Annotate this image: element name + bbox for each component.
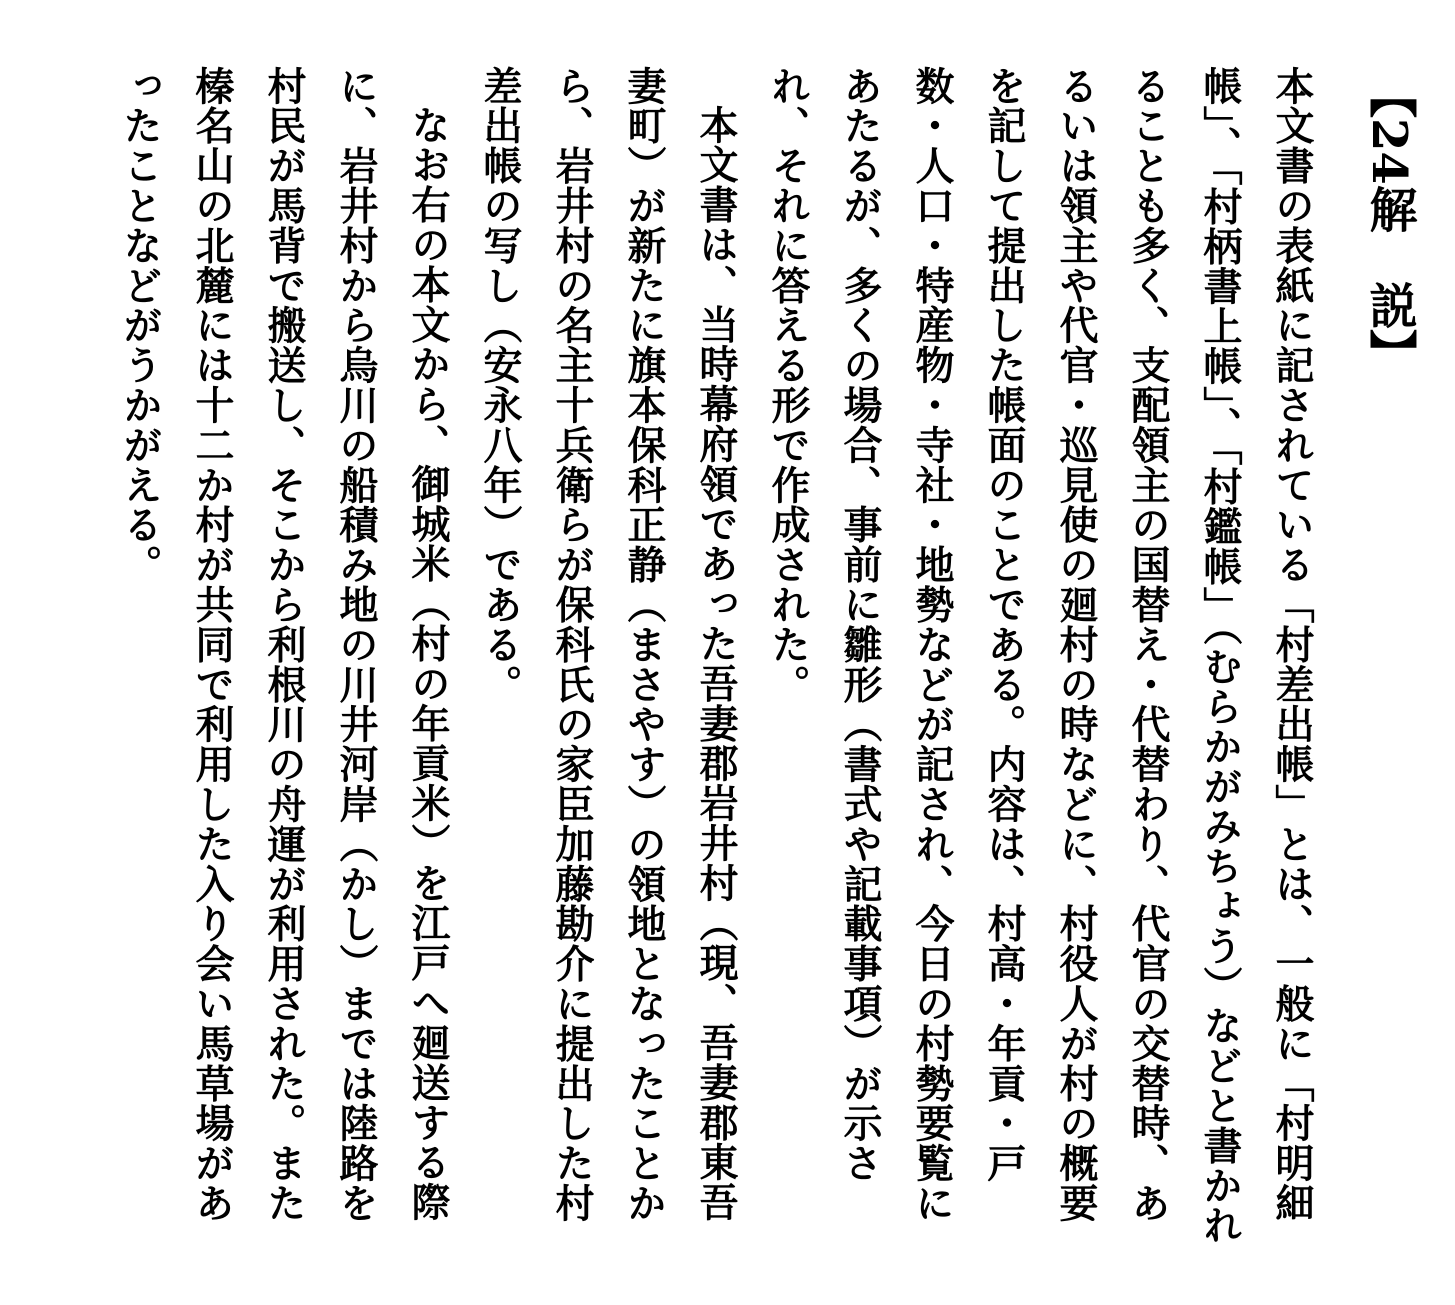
paragraph-rice-transport: なお右の本文から、御城米（村の年貢米）を江戸へ廻送する際に、岩井村から烏川の船積み地の川井河岸（かし）までは陸路を村民が馬背で搬送し、そこから利根川の舟運が利用された。また榛名山の北麓には十二か村が共同で利用した入り会い馬草場があったことなどがうかがえる。 [117, 66, 450, 1224]
paragraph-iwai-village: 本文書は、当時幕府領であった吾妻郡岩井村（現、吾妻郡東吾妻町）が新たに旗本保科正静（まさやす）の領地となったことから、岩井村の名主十兵衛らが保科氏の家臣加藤勘介に提出した村差出帳の写し（安永八年）である。 [477, 66, 738, 1224]
section-heading: 【24解 説】 [1361, 70, 1417, 377]
paragraph-village-records: 本文書の表紙に記されている「村差出帳」とは、一般に「村明細帳」、「村柄書上帳」、「村鑑帳」（むらかがみちょう）などと書かれることも多く、支配領主の国替え・代替わり、代官の交替時、あるいは領主や代官・巡見使の廻村の時などに、村役人が村の概要を記して提出した帳面のことである。内容は、村高・年貢・戸数・人口・特産物・寺社・地勢などが記され、今日の村勢要覧にあたるが、多くの場合、事前に雛形（書式や記載事項）が示され、それに答える形で作成された。 [765, 66, 1314, 1246]
commentary-body [103, 66, 1327, 1246]
